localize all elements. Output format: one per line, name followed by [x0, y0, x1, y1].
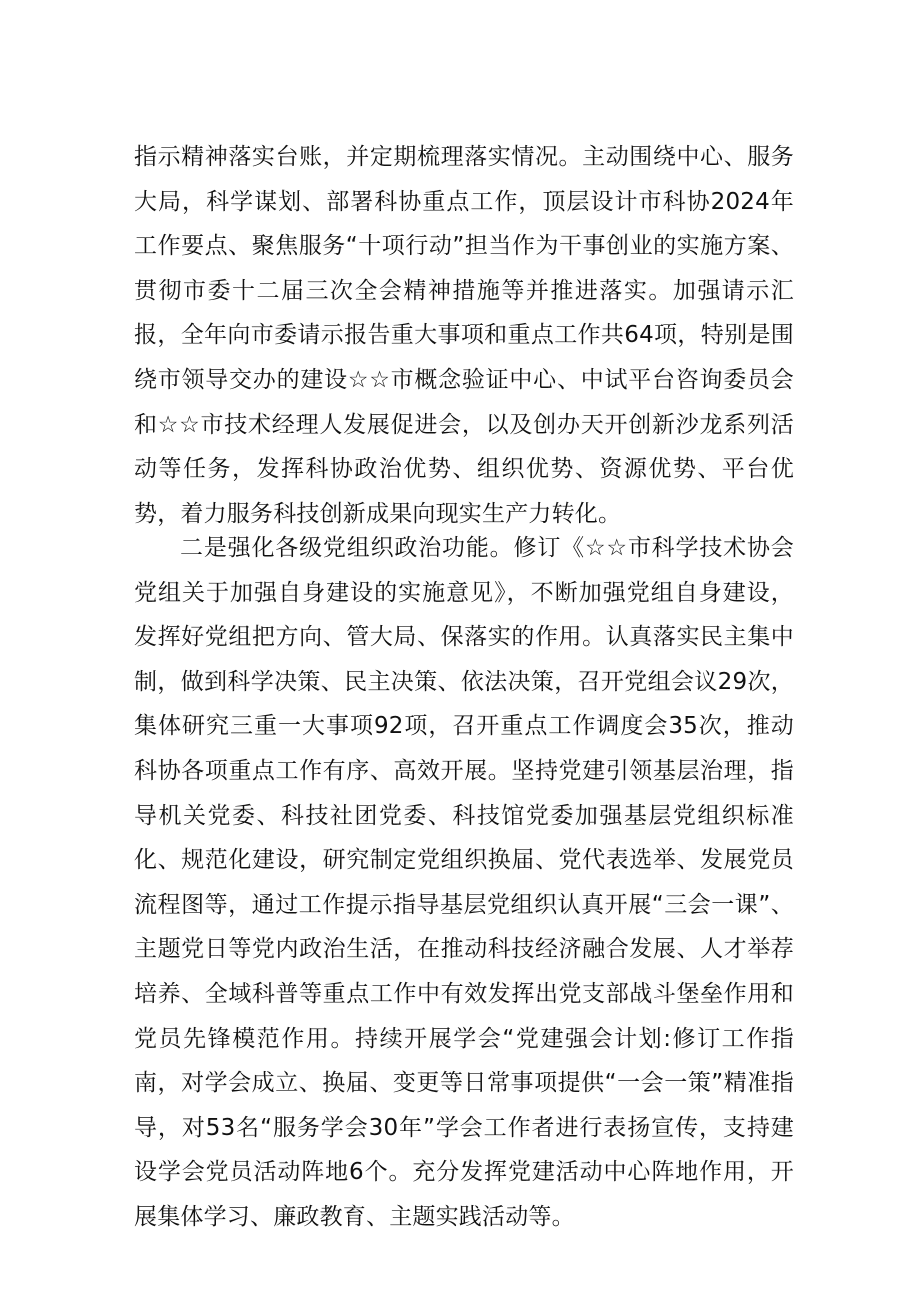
paragraph-continuation: 指示精神落实台账，并定期梳理落实情况。主动围绕中心、服务大局，科学谋划、部署科协重点工作，顶层设计市科协2024年工作要点、聚焦服务“十项行动”担当作为干事创业的实施方案、贯彻市委十二届三次全会精神措施等并推进落实。加强请示汇报，全年向市委请示报告重大事项和重点工作共64项，特别是围绕市领导交办的建设☆☆市概念验证中心、中试平台咨询委员会和☆☆市技术经理人发展促进会，以及创办天开创新沙龙系列活动等任务，发挥科协政治优势、组织优势、资源优势、平台优势，着力服务科技创新成果向现实生产力转化。 [134, 144, 794, 527]
paragraph-party-organization: 二是强化各级党组织政治功能。修订《☆☆市科学技术协会党组关于加强自身建设的实施意见》，不断加强党组自身建设，发挥好党组把方向、管大局、保落实的作用。认真落实民主集中制，做到科学决策、民主决策、依法决策，召开党组会议29次，集体研究三重一大事项92项，召开重点工作调度会35次，推动科协各项重点工作有序、高效开展。坚持党建引领基层治理，指导机关党委、科技社团党委、科技馆党委加强基层党组织标准化、规范化建设，研究制定党组织换届、党代表选举、发展党员流程图等，通过工作提示指导基层党组织认真开展“三会一课”、主题党日等党内政治生活，在推动科技经济融合发展、人才举荐培养、全域科普等重点工作中有效发挥出党支部战斗堡垒作用和党员先锋模范作用。持续开展学会“党建强会计划:修订工作指南，对学会成立、换届、变更等日常事项提供“一会一策”精准指导，对53名“服务学会30年”学会工作者进行表扬宣传，支持建设学会党员活动阵地6个。充分发挥党建活动中心阵地作用，开展集体学习、廉政教育、主题实践活动等。 [134, 535, 794, 1230]
